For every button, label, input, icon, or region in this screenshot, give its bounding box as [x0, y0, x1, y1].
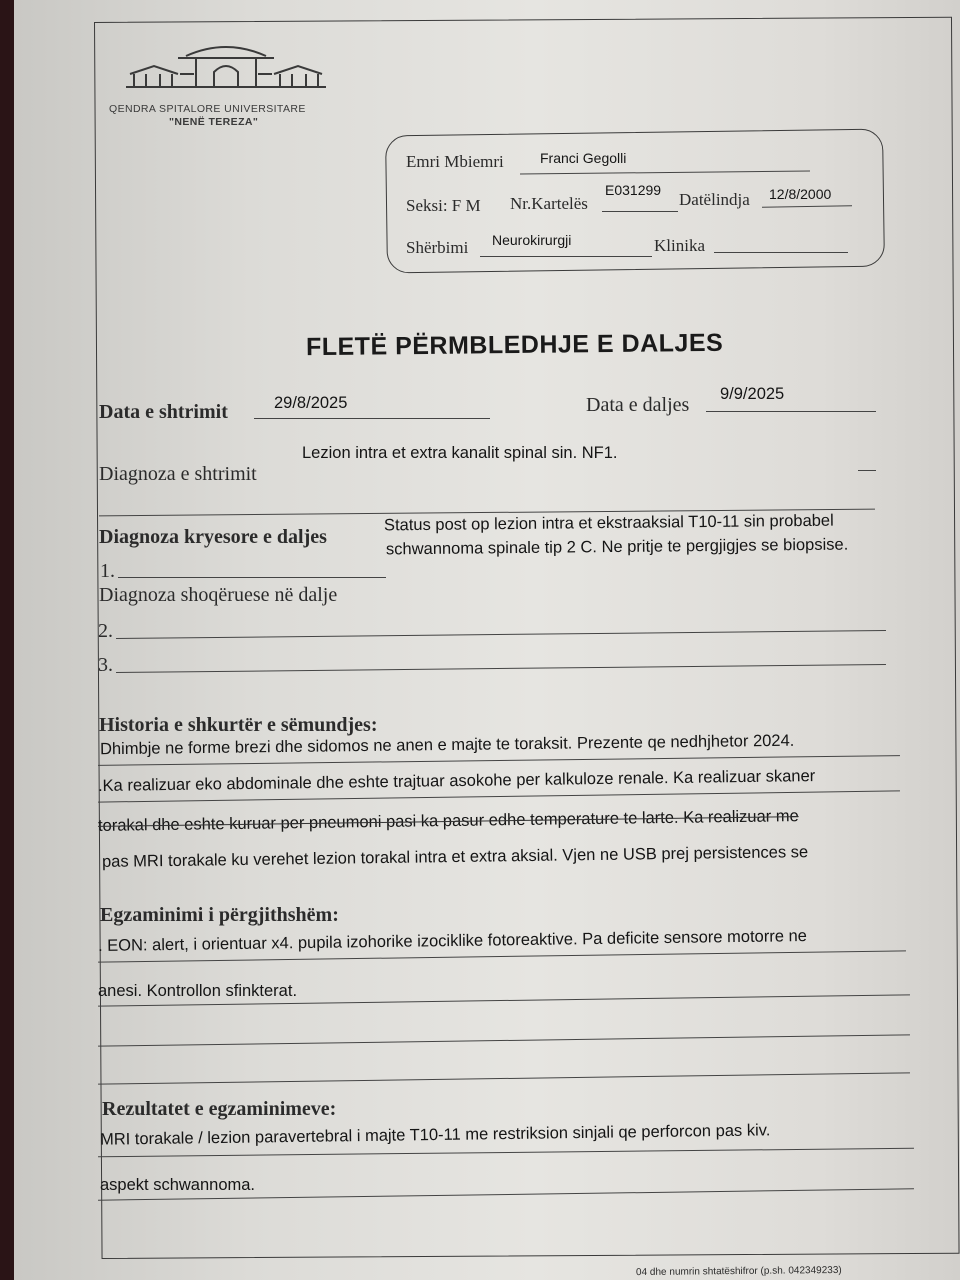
card-line [602, 211, 678, 212]
exam-line-1: . EON: alert, i orientuar x4. pupila izohorike izociklike fotoreaktive. Pa deficite sensore motorre ne [97, 927, 808, 955]
secondary-diagnosis-number-2: 2. [98, 620, 113, 642]
admission-diagnosis: Lezion intra et extra kanalit spinal sin. NF1. [302, 444, 618, 462]
history-heading: Historia e shkurtër e sëmundjes: [99, 714, 378, 736]
exam-line-2: anesi. Kontrollon sfinkterat. [98, 982, 298, 1000]
main-diagnosis-line1: Status post op lezion intra et ekstraaksial T10-11 sin probabel [383, 511, 834, 535]
discharge-date-label: Data e daljes [586, 394, 690, 416]
clinic-line [714, 252, 848, 253]
name-label: Emri Mbiemri [406, 152, 504, 171]
exam-heading: Egzaminimi i përgjithshëm: [100, 904, 339, 926]
hospital-name-sub: "NENË TEREZA" [169, 116, 259, 128]
hospital-logo-icon [126, 40, 326, 90]
service-line [480, 256, 652, 257]
page-title: FLETË PËRMBLEDHJE E DALJES [305, 328, 724, 362]
admission-diagnosis-line-end [858, 470, 876, 471]
results-line-2: aspekt schwannoma. [100, 1176, 256, 1194]
admission-diagnosis-label: Diagnoza e shtrimit [99, 463, 257, 485]
secondary-diagnosis-number-3: 3. [98, 654, 113, 676]
card-label: Nr.Kartelës [510, 194, 588, 213]
discharge-date: 9/9/2025 [720, 385, 785, 403]
history-line-3: torakal dhe eshte kuruar per pneumoni pasi ka pasur edhe temperature te larte. Ka realizuar me [97, 807, 799, 835]
hospital-name: QENDRA SPITALORE UNIVERSITARE [109, 103, 306, 115]
card-number: E031299 [605, 182, 662, 198]
history-line-1: Dhimbje ne forme brezi dhe sidomos ne anen e majte te toraksit. Prezente qe nedhjhetor 2024. [99, 731, 795, 759]
results-line-1: MRI torakale / lezion paravertebral i majte T10-11 me restriksion sinjali qe perforcon pas kiv. [99, 1121, 771, 1149]
birth-label: Datëlindja [679, 190, 750, 209]
admission-date: 29/8/2025 [274, 394, 348, 412]
sex-label: Seksi: F M [406, 196, 481, 215]
service-value: Neurokirurgji [492, 232, 572, 248]
birth-date: 12/8/2000 [769, 186, 832, 202]
history-line-4: pas MRI torakale ku verehet lezion torakal intra et extra aksial. Vjen ne USB prej persistences se [101, 843, 809, 871]
clinic-label: Klinika [654, 236, 705, 255]
main-diagnosis-line2: schwannoma spinale tip 2 C. Ne pritje te pergjigjes se biopsise. [385, 535, 849, 559]
main-diagnosis-line [118, 577, 386, 578]
results-heading: Rezultatet e egzaminimeve: [102, 1098, 337, 1120]
main-diagnosis-label: Diagnoza kryesore e daljes [99, 526, 327, 548]
document-page [14, 0, 960, 1280]
admission-date-line [254, 418, 490, 419]
discharge-date-line [706, 411, 876, 412]
secondary-diagnosis-label: Diagnoza shoqëruese në dalje [99, 584, 338, 606]
service-label: Shërbimi [406, 238, 469, 257]
footer-text: 04 dhe numrin shtatëshifror (p.sh. 042349233) [635, 1264, 842, 1279]
patient-name: Franci Gegolli [540, 150, 627, 166]
history-line-2: .Ka realizuar eko abdominale dhe eshte trajtuar asokohe per kalkuloze renale. Ka realizuar skaner [97, 766, 816, 796]
admission-date-label: Data e shtrimit [99, 401, 228, 423]
main-diagnosis-number: 1. [100, 560, 115, 582]
